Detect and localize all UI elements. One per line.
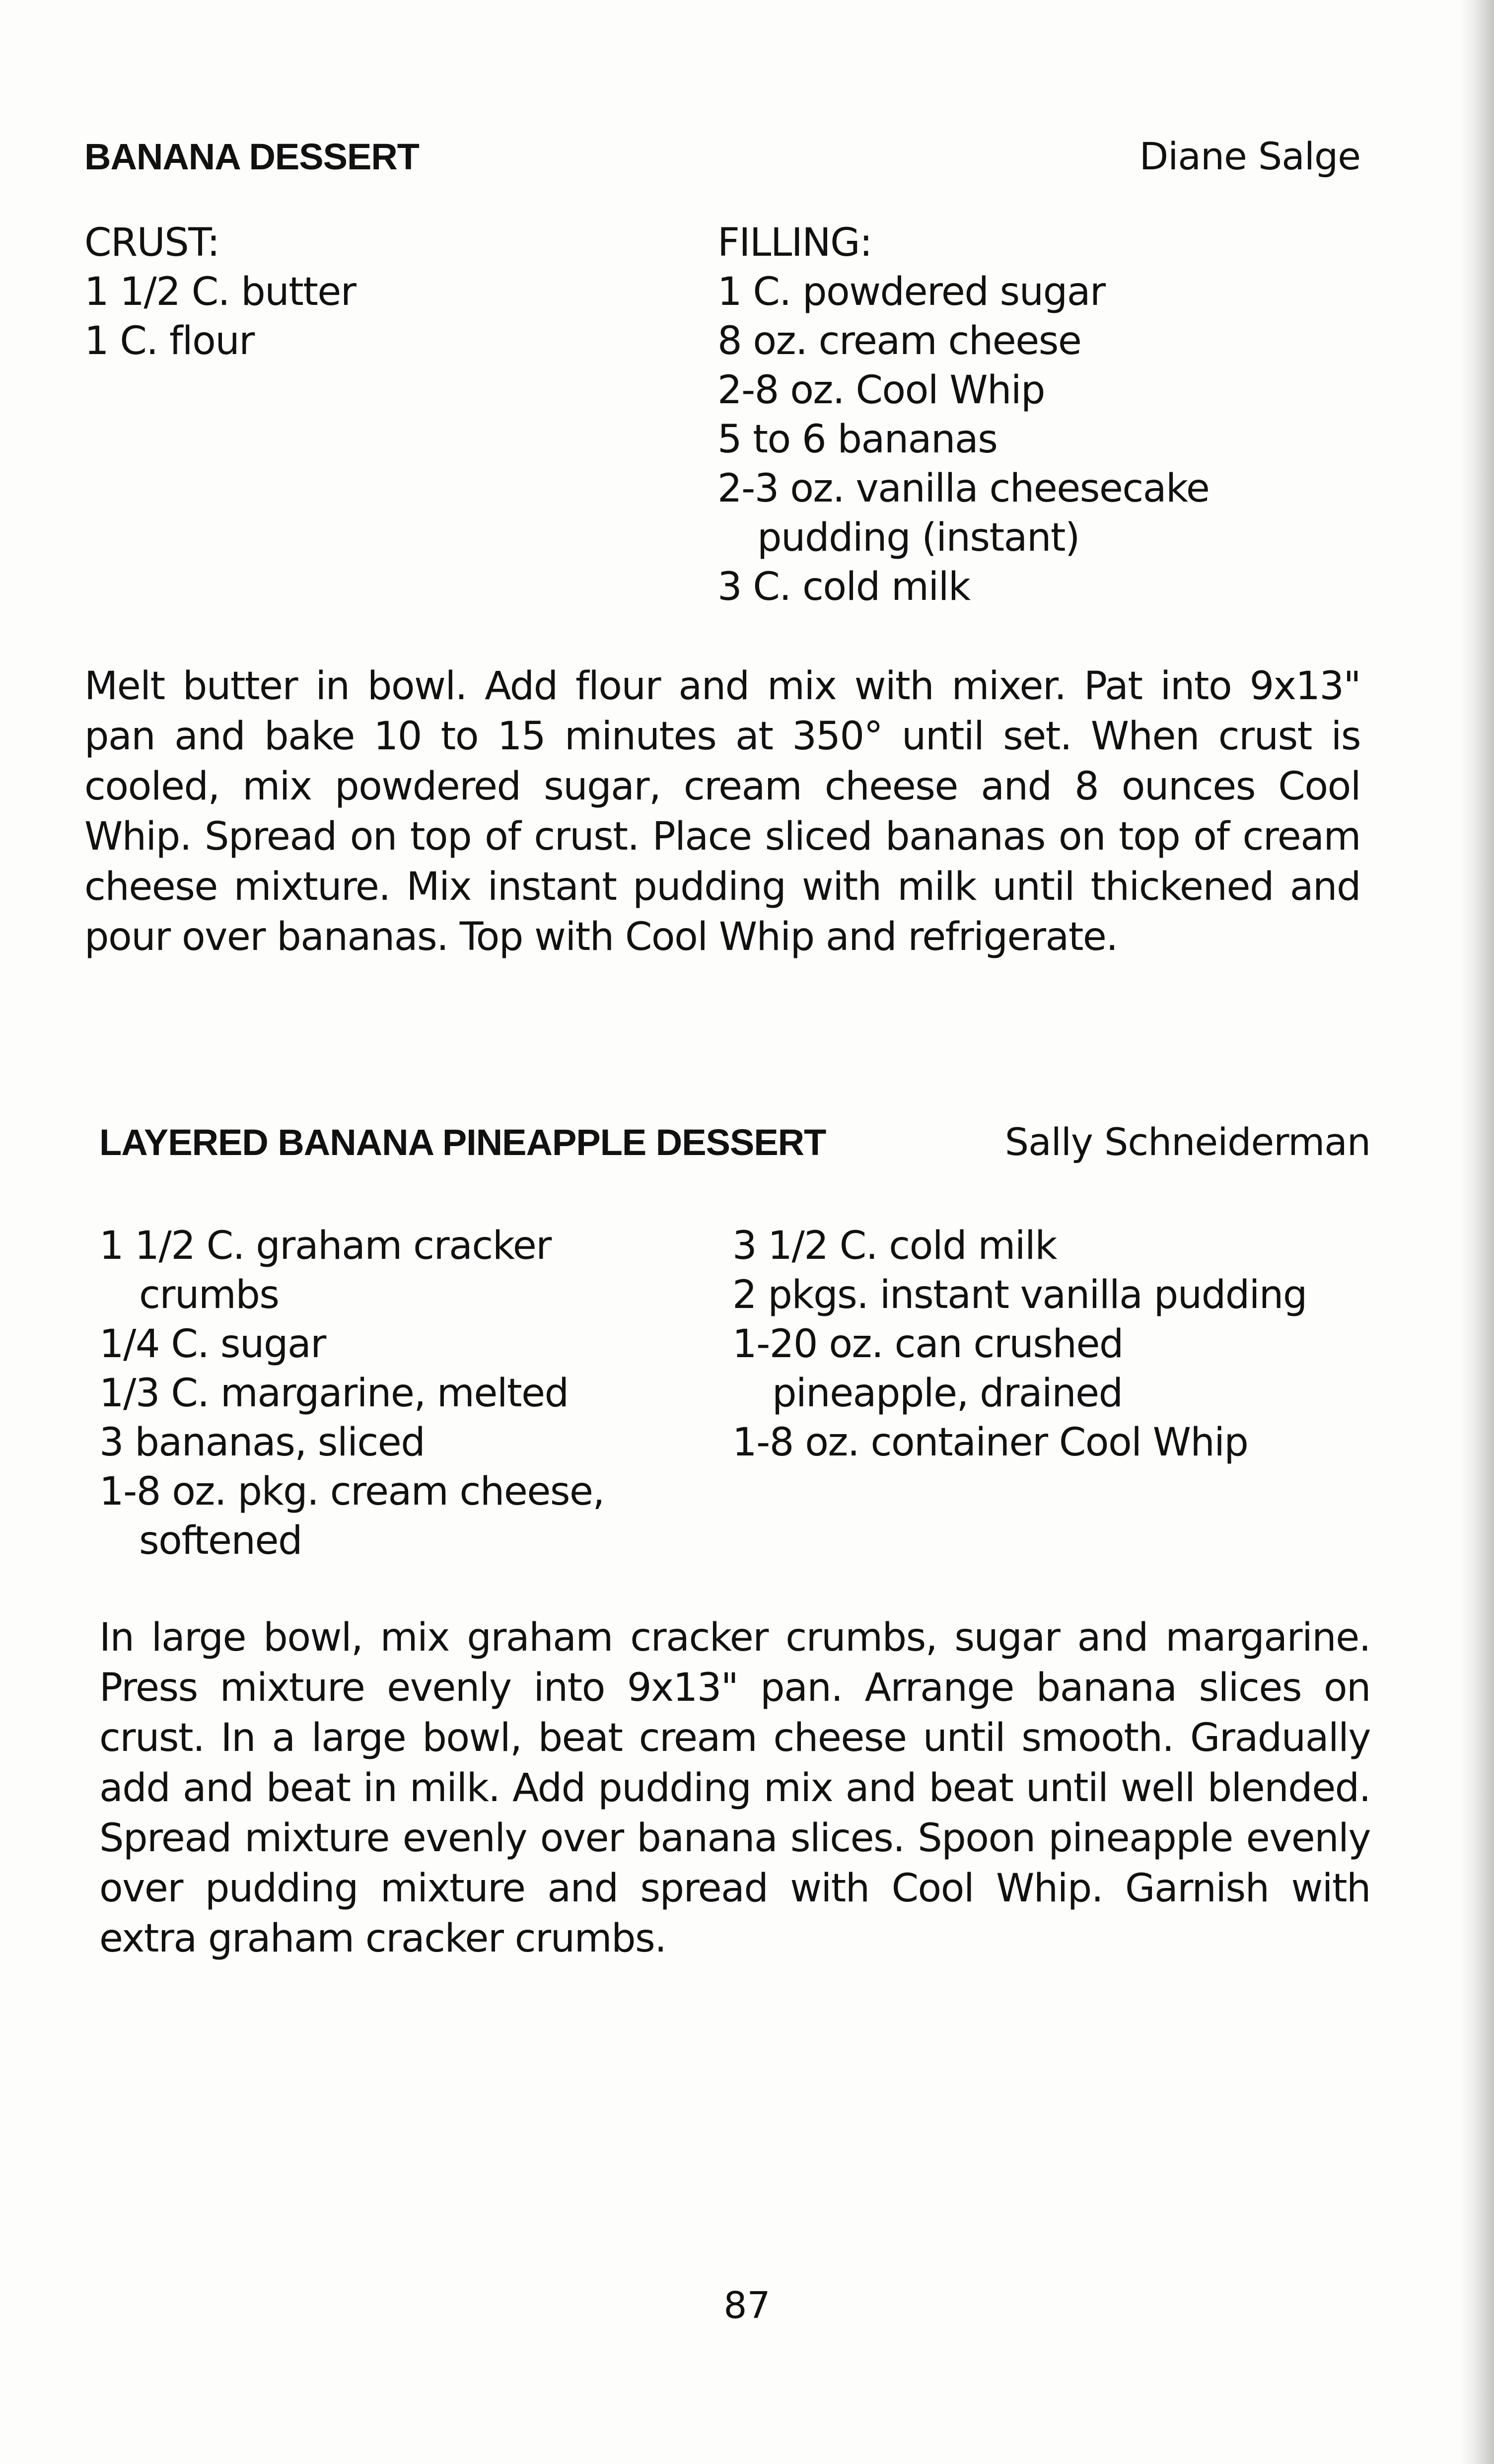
ingredient-line: 1-20 oz. can crushed — [732, 1322, 1123, 1367]
ingredients-left-column — [84, 218, 717, 612]
ingredients-right-column — [717, 218, 1209, 612]
ingredient-line: 1/3 C. margarine, melted — [99, 1371, 569, 1416]
recipe-instructions: In large bowl, mix graham cracker crumbs, sugar and margarine. Press mixture evenly into 9x13" pan. Arrange banana slices on crust. In a large bowl, beat cream cheese until smooth. Gradually add and beat in milk. Add pudding mix and beat until well blended. Spread mixture evenly over banana slices. Spoon pineapple evenly over pudding mixture and spread with Cool Whip. Garnish with extra graham cracker crumbs. — [99, 1615, 1370, 1961]
ingredient-line: 2-8 oz. Cool Whip — [717, 368, 1045, 413]
ingredient-line: pudding (instant) — [757, 515, 1079, 560]
ingredient-line: CRUST: — [84, 220, 219, 265]
recipe-title: LAYERED BANANA PINEAPPLE DESSERT — [99, 1122, 826, 1163]
ingredients-left-column — [99, 1222, 732, 1566]
ingredient-line: 1-8 oz. container Cool Whip — [732, 1420, 1248, 1465]
recipe-author: Diane Salge — [1139, 134, 1360, 178]
ingredient-line: 3 1/2 C. cold milk — [732, 1224, 1057, 1268]
ingredient-line: 1 1/2 C. graham cracker — [99, 1224, 551, 1268]
ingredient-line: 1 C. powdered sugar — [717, 270, 1105, 314]
recipe-header — [84, 134, 1360, 189]
recipe-author: Sally Schneiderman — [1004, 1120, 1370, 1164]
ingredients-block — [84, 218, 1360, 612]
ingredient-line: 8 oz. cream cheese — [717, 319, 1081, 363]
ingredient-line: 1-8 oz. pkg. cream cheese, — [99, 1469, 604, 1514]
ingredient-line: 5 to 6 bananas — [717, 417, 997, 462]
recipe-layered-banana-pineapple-dessert — [99, 1120, 1370, 1964]
page-number: 87 — [723, 2284, 771, 2327]
ingredient-line: 3 C. cold milk — [717, 565, 970, 609]
ingredient-line: FILLING: — [717, 220, 872, 265]
ingredient-line: crumbs — [139, 1273, 279, 1317]
recipe-title: BANANA DESSERT — [84, 136, 419, 177]
ingredients-right-column — [732, 1222, 1307, 1566]
page-edge-shadow — [1459, 0, 1494, 2464]
ingredient-line: 2-3 oz. vanilla cheesecake — [717, 466, 1209, 511]
recipe-banana-dessert — [84, 134, 1360, 962]
recipe-header — [99, 1120, 1370, 1174]
ingredients-block — [99, 1222, 1370, 1566]
ingredient-line: 1 1/2 C. butter — [84, 270, 356, 314]
ingredient-line: softened — [139, 1519, 302, 1563]
ingredient-line: 3 bananas, sliced — [99, 1420, 425, 1465]
recipe-instructions: Melt butter in bowl. Add flour and mix with mixer. Pat into 9x13" pan and bake 10 to 15 minutes at 350° until set. When crust is cooled, mix powdered sugar, cream cheese and 8 ounces Cool Whip. Spread on top of crust. Place sliced bananas on top of cream cheese mixture. Mix instant pudding with milk until thickened and pour over bananas. Top with Cool Whip and refrigerate. — [84, 664, 1360, 959]
ingredient-line: pineapple, drained — [772, 1371, 1123, 1416]
ingredient-line: 1/4 C. sugar — [99, 1322, 326, 1367]
ingredient-line: 1 C. flour — [84, 319, 254, 363]
ingredient-line: 2 pkgs. instant vanilla pudding — [732, 1273, 1307, 1317]
